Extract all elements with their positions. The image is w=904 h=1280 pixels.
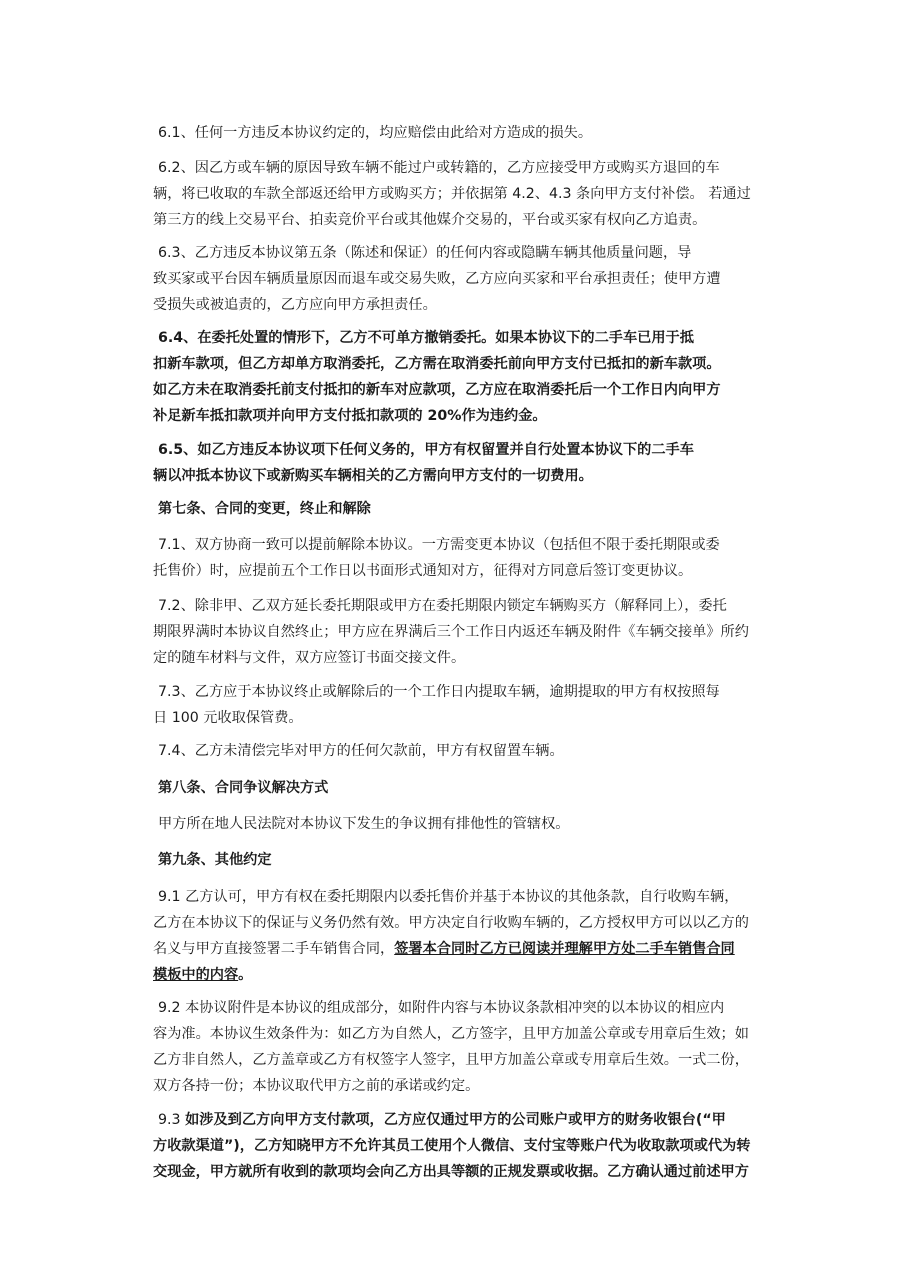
clause-6-4: [153, 325, 753, 429]
clause-line: [153, 936, 753, 962]
section-heading-text: 第七条、合同的变更，终止和解除: [158, 501, 371, 517]
clause-line: 扣新车款项，但乙方却单方取消委托，乙方需在取消委托前向甲方支付已抵扣的新车款项。: [153, 356, 721, 372]
clause-9-1: [153, 884, 753, 988]
clause-line: [153, 1107, 753, 1133]
clause-line: [153, 962, 753, 988]
clause-line: 定的随车材料与文件，双方应签订书面交接文件。: [153, 650, 466, 666]
emphasized-text: 签署本合同时乙方已阅读并理解甲方处二手车销售合同: [394, 941, 735, 957]
section-heading-text: 第九条、其他约定: [158, 852, 272, 868]
clause-line: 辆以冲抵本协议下或新购买车辆相关的乙方需向甲方支付的一切费用。: [153, 468, 593, 484]
clause-line: 日 100 元收取保管费。: [153, 710, 303, 726]
clause-6-1: [158, 120, 758, 146]
clause-6-5: [153, 437, 753, 489]
clause-line: 致买家或平台因车辆质量原因而退车或交易失败，乙方应向买家和平台承担责任；使甲方遭: [153, 271, 721, 287]
clause-6-2: [153, 155, 753, 233]
emphasized-text: 如涉及到乙方向甲方支付款项，乙方应仅通过甲方的公司账户或甲方的财务收银台(“甲: [185, 1112, 726, 1128]
clause-line: 9.2 本协议附件是本协议的组成部分，如附件内容与本协议条款相冲突的以本协议的相应内: [158, 1000, 725, 1016]
clause-line: 6.1、任何一方违反本协议约定的，均应赔偿由此给对方造成的损失。: [158, 125, 593, 141]
clause-line: 乙方在本协议下的保证与义务仍然有效。甲方决定自行收购车辆的，乙方授权甲方可以以乙方的: [153, 915, 749, 931]
section-heading-7: [158, 496, 758, 522]
clause-line: 7.4、乙方未清偿完毕对甲方的任何欠款前，甲方有权留置车辆。: [158, 743, 564, 759]
clause-line: 双方各持一份；本协议取代甲方之前的承诺或约定。: [153, 1078, 480, 1094]
clause-line: 期限界满时本协议自然终止；甲方应在界满后三个工作日内返还车辆及附件《车辆交接单》所约: [153, 624, 749, 640]
clause-line: 6.5、如乙方违反本协议项下任何义务的，甲方有权留置并自行处置本协议下的二手车: [158, 442, 694, 458]
clause-8-body: [158, 811, 758, 837]
clause-line: 辆，将已收取的车款全部返还给甲方或购买方；并依据第 4.2、4.3 条向甲方支付补偿。 若通过: [153, 186, 751, 202]
clause-line: 9.1 乙方认可，甲方有权在委托期限内以委托售价并基于本协议的其他条款，自行收购车辆，: [158, 889, 739, 905]
clause-9-3: [153, 1107, 753, 1185]
clause-7-1: [153, 532, 753, 584]
emphasized-text: 模板中的内容: [153, 967, 239, 983]
clause-line: 6.3、乙方违反本协议第五条（陈述和保证）的任何内容或隐瞒车辆其他质量问题，导: [158, 245, 692, 261]
clause-line: 7.1、双方协商一致可以提前解除本协议。一方需变更本协议（包括但不限于委托期限或委: [158, 537, 720, 553]
clause-6-3: [153, 240, 753, 318]
clause-7-3: [153, 679, 753, 731]
clause-line: 6.4、在委托处置的情形下，乙方不可单方撤销委托。如果本协议下的二手车已用于抵: [158, 330, 694, 346]
clause-line: 7.3、乙方应于本协议终止或解除后的一个工作日内提取车辆，逾期提取的甲方有权按照每: [158, 684, 720, 700]
clause-line: 如乙方未在取消委托前支付抵扣的新车对应款项，乙方应在取消委托后一个工作日内向甲方: [153, 382, 721, 398]
clause-plain-text: 名义与甲方直接签署二手车销售合同，: [153, 941, 395, 957]
clause-line: 容为准。本协议生效条件为：如乙方为自然人，乙方签字，且甲方加盖公章或专用章后生效；如: [153, 1026, 749, 1042]
clause-line: 受损失或被追责的，乙方应向甲方承担责任。: [153, 297, 437, 313]
clause-plain-text: 9.3: [158, 1112, 186, 1128]
clause-7-4: [158, 738, 758, 764]
clause-line: 托售价）时，应提前五个工作日以书面形式通知对方，征得对方同意后签订变更协议。: [153, 563, 693, 579]
clause-line: 方收款渠道”)，乙方知晓甲方不允许其员工使用个人微信、支付宝等账户代为收取款项或代为转: [153, 1138, 751, 1154]
clause-line: 乙方非自然人，乙方盖章或乙方有权签字人签字，且甲方加盖公章或专用章后生效。一式二份，: [153, 1052, 749, 1068]
section-heading-9: [158, 847, 758, 873]
clause-line: 6.2、因乙方或车辆的原因导致车辆不能过户或转籍的，乙方应接受甲方或购买方退回的车: [158, 160, 720, 176]
clause-plain-text: 。: [238, 967, 253, 983]
clause-line: 补足新车抵扣款项并向甲方支付抵扣款项的 20%作为违约金。: [153, 408, 547, 424]
clause-line: 第三方的线上交易平台、拍卖竞价平台或其他媒介交易的，平台或买家有权向乙方追责。: [153, 212, 707, 228]
clause-line: 交现金，甲方就所有收到的款项均会向乙方出具等额的正规发票或收据。乙方确认通过前述甲方: [153, 1164, 749, 1180]
clause-line: 7.2、除非甲、乙双方延长委托期限或甲方在委托期限内锁定车辆购买方（解释同上），委托: [158, 598, 727, 614]
clause-9-2: [153, 995, 753, 1099]
clause-line: 甲方所在地人民法院对本协议下发生的争议拥有排他性的管辖权。: [158, 816, 570, 832]
section-heading-text: 第八条、合同争议解决方式: [158, 780, 329, 796]
clause-7-2: [153, 593, 753, 671]
section-heading-8: [158, 775, 758, 801]
